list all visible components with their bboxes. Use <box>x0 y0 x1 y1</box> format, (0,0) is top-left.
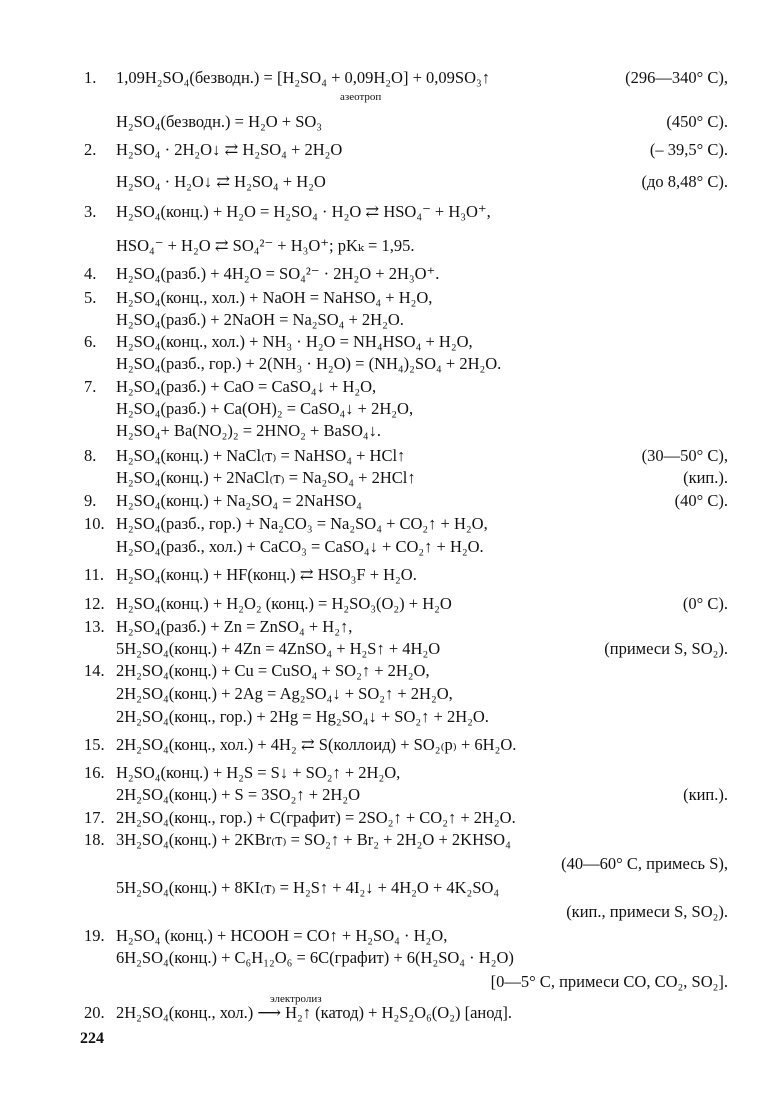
equation-text: H₂SO₄(конц.) + H₂O₂ (конц.) = H₂SO₃(O₂) + H₂O <box>116 594 452 613</box>
page-number: 224 <box>80 1030 104 1047</box>
equation-number: 19. <box>84 926 105 945</box>
equation-number: 6. <box>84 332 97 351</box>
equation-text: H₂SO₄(разб.) + Zn = ZnSO₄ + H₂↑, <box>116 617 353 636</box>
equation-condition: (кип., примеси S, SO₂). <box>566 902 728 921</box>
equation-text: 6H₂SO₄(конц.) + C₆H₁₂O₆ = 6C(графит) + 6(H₂SO₄ · H₂O) <box>116 948 514 967</box>
equation-number: 5. <box>84 288 97 307</box>
equation-text: H₂SO₄ · H₂O↓ ⇄ H₂SO₄ + H₂O <box>116 172 326 191</box>
equation-text: 2H₂SO₄(конц.) + Cu = CuSO₄ + SO₂↑ + 2H₂O, <box>116 661 430 680</box>
equation-number: 1. <box>84 68 97 87</box>
equation-text: H₂SO₄(разб.) + Ca(OH)₂ = CaSO₄↓ + 2H₂O, <box>116 399 414 418</box>
equation-number: 12. <box>84 594 105 613</box>
equation-number: 11. <box>84 565 105 584</box>
equation-number: 8. <box>84 446 97 465</box>
equation-condition: (40° С). <box>674 491 728 510</box>
equation-text: 5H₂SO₄(конц.) + 4Zn = 4ZnSO₄ + H₂S↑ + 4H₂O <box>116 639 441 658</box>
equation-number: 18. <box>84 830 105 849</box>
equation-number: 10. <box>84 514 105 533</box>
equation-text: 2H₂SO₄(конц., гор.) + C(графит) = 2SO₂↑ + CO₂↑ + 2H₂O. <box>116 808 516 827</box>
equation-condition: (кип.). <box>683 468 728 487</box>
equation-text: H₂SO₄(конц.) + H₂O = H₂SO₄ · H₂O ⇄ HSO₄⁻ + H₃O⁺, <box>116 202 491 221</box>
equation-number: 9. <box>84 491 97 510</box>
equation-text: 2H₂SO₄(конц., хол.) ⟶ H₂↑ (катод) + H₂S₂O₆(O₂) [анод]. <box>116 1003 513 1022</box>
equation-number: 3. <box>84 202 97 221</box>
equation-text: H₂SO₄(конц., хол.) + NaOH = NaHSO₄ + H₂O, <box>116 288 433 307</box>
equation-text: H₂SO₄(безводн.) = H₂O + SO₃ <box>116 112 323 131</box>
equation-condition: (0° С). <box>682 594 728 613</box>
equation-text: 2H₂SO₄(конц., гор.) + 2Hg = Hg₂SO₄↓ + SO₂↑ + 2H₂O. <box>116 707 489 726</box>
equation-condition: (40—60° С, примесь S), <box>561 854 728 873</box>
equation-text: H₂SO₄ · 2H₂O↓ ⇄ H₂SO₄ + 2H₂O <box>116 140 343 159</box>
equation-condition: (450° С). <box>666 112 728 131</box>
equation-text: H₂SO₄(конц.) + 2NaCl₍т₎ = Na₂SO₄ + 2HCl↑ <box>116 468 416 487</box>
equation-text: H₂SO₄(разб.) + CaO = CaSO₄↓ + H₂O, <box>116 377 377 396</box>
equation-condition: (296—340° С), <box>625 68 728 87</box>
reaction-arrow-label: азеотроп <box>340 91 382 103</box>
equation-text: H₂SO₄(конц.) + Na₂SO₄ = 2NaHSO₄ <box>116 491 362 510</box>
equation-text: 5H₂SO₄(конц.) + 8KI₍т₎ = H₂S↑ + 4I₂↓ + 4H₂O + 4K₂SO₄ <box>116 878 500 897</box>
equation-number: 14. <box>84 661 105 680</box>
equation-condition: (до 8,48° С). <box>641 172 728 191</box>
equation-text: H₂SO₄(конц.) + NaCl₍т₎ = NaHSO₄ + HCl↑ <box>116 446 406 465</box>
equation-number: 17. <box>84 808 105 827</box>
equation-number: 15. <box>84 735 105 754</box>
equation-text: 2H₂SO₄(конц., хол.) + 4H₂ ⇄ S(коллоид) + SO₂₍р₎ + 6H₂O. <box>116 735 517 754</box>
equation-condition: (30—50° С), <box>641 446 728 465</box>
equation-text: 1,09H₂SO₄(безводн.) = [H₂SO₄ + 0,09H₂O] + 0,09SO₃↑ <box>116 68 490 87</box>
equation-text: H₂SO₄(конц., хол.) + NH₃ · H₂O = NH₄HSO₄ + H₂O, <box>116 332 473 351</box>
equation-text: H₂SO₄(разб., гор.) + 2(NH₃ · H₂O) = (NH₄)₂SO₄ + 2H₂O. <box>116 354 502 373</box>
equation-condition: (кип.). <box>683 785 728 804</box>
equation-number: 7. <box>84 377 97 396</box>
equation-text: H₂SO₄(разб.) + 4H₂O = SO₄²⁻ · 2H₂O + 2H₃O⁺. <box>116 264 440 283</box>
equation-text: 2H₂SO₄(конц.) + 2Ag = Ag₂SO₄↓ + SO₂↑ + 2H₂O, <box>116 684 453 703</box>
equation-condition: (примеси S, SO₂). <box>604 639 728 658</box>
equation-number: 4. <box>84 264 97 283</box>
equation-text: H₂SO₄ (конц.) + HCOOH = CO↑ + H₂SO₄ · H₂O, <box>116 926 448 945</box>
equation-text: H₂SO₄(разб.) + 2NaOH = Na₂SO₄ + 2H₂O. <box>116 310 404 329</box>
equation-text: 3H₂SO₄(конц.) + 2KBr₍т₎ = SO₂↑ + Br₂ + 2H₂O + 2KHSO₄ <box>116 830 511 849</box>
equation-condition: (– 39,5° С). <box>649 140 728 159</box>
equation-number: 16. <box>84 763 105 782</box>
equation-condition: [0—5° С, примеси CO, CO₂, SO₂]. <box>490 972 728 991</box>
equation-number: 2. <box>84 140 97 159</box>
equation-number: 13. <box>84 617 105 636</box>
equation-text: H₂SO₄(разб., гор.) + Na₂CO₃ = Na₂SO₄ + CO₂↑ + H₂O, <box>116 514 488 533</box>
equation-text: 2H₂SO₄(конц.) + S = 3SO₂↑ + 2H₂O <box>116 785 360 804</box>
equation-text: HSO₄⁻ + H₂O ⇄ SO₄²⁻ + H₃O⁺; pKₖ = 1,95. <box>116 236 415 255</box>
equation-text: H₂SO₄+ Ba(NO₂)₂ = 2HNO₂ + BaSO₄↓. <box>116 421 382 440</box>
equation-text: H₂SO₄(разб., хол.) + CaCO₃ = CaSO₄↓ + CO₂↑ + H₂O. <box>116 537 484 556</box>
equation-number: 20. <box>84 1003 105 1022</box>
equation-text: H₂SO₄(конц.) + HF(конц.) ⇄ HSO₃F + H₂O. <box>116 565 417 584</box>
reaction-arrow-label: электролиз <box>270 993 322 1005</box>
equation-text: H₂SO₄(конц.) + H₂S = S↓ + SO₂↑ + 2H₂O, <box>116 763 401 782</box>
